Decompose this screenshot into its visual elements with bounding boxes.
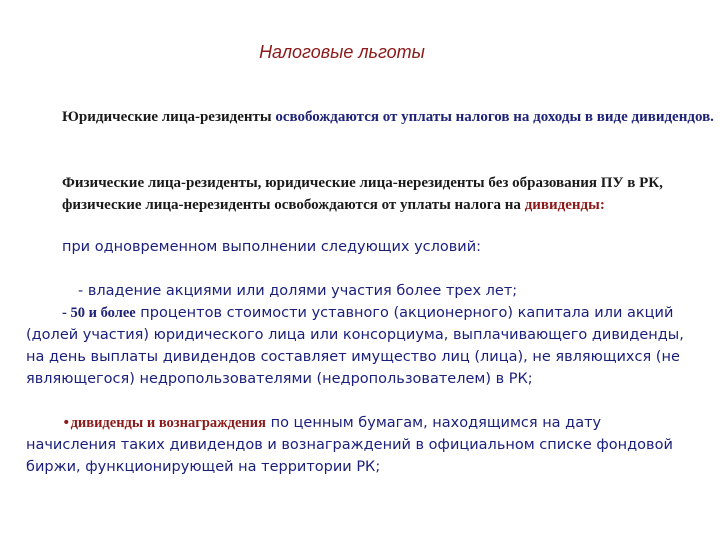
paragraph-securities [26, 412, 688, 478]
slide-title: Налоговые льготы [259, 42, 425, 62]
paragraph-legal-residents [26, 106, 720, 128]
paragraph-individuals [26, 172, 720, 216]
conditions-intro: при одновременном выполнении следующих условий: [62, 239, 482, 255]
bullet-icon: • [62, 415, 71, 431]
condition-capital-share [26, 302, 688, 390]
cond2-highlight: 50 и более [70, 305, 136, 321]
p3-highlight: дивиденды и вознаграждения [70, 415, 266, 431]
p2-highlight: дивиденды: [524, 197, 605, 213]
p2-lead: Физические лица-резиденты, юридические лица-нерезиденты без образования ПУ в РК, физические лица-нерезиденты освобождаются от уплаты налога на [62, 175, 663, 213]
cond2-rest: процентов стоимости уставного (акционерного) капитала или акций (долей участия) юридического лица или консорциума, выплачивающего дивиденды, на день выплаты дивидендов составляет имущество лиц (лица), не являющихся (не являющегося) недропользователями (недропользователем) в РК; [26, 305, 684, 387]
p1-highlight: освобождаются от уплаты налогов на доходы в виде дивидендов. [275, 109, 714, 125]
p1-lead: Юридические лица-резиденты [62, 109, 276, 125]
cond2-dash: - [62, 305, 71, 321]
condition-ownership: - владение акциями или долями участия более трех лет; [78, 283, 518, 299]
p3-rest: по ценным бумагам, находящимся на дату начисления таких дивидендов и вознаграждений в официальном списке фондовой биржи, функционирующей на территории РК; [26, 415, 673, 475]
